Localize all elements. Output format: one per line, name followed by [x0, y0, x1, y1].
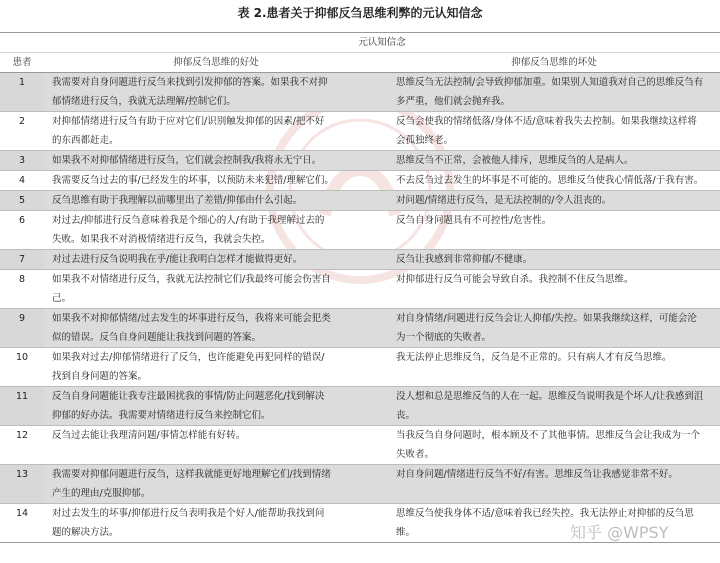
pros-cell-line: 失败。如果我不对消极情绪进行反刍，我就会失控。 — [52, 234, 271, 245]
table-row — [0, 151, 720, 171]
cons-cell-line: 为一个彻底的失败者。 — [396, 332, 492, 343]
cons-cell-line: 对自身问题/情绪进行反刍不好/有害。思维反刍让我感觉非常不好。 — [396, 469, 678, 480]
pros-cell-line: 的东西都赶走。 — [52, 135, 119, 146]
table-row — [0, 191, 720, 211]
patient-number: 6 — [0, 211, 44, 250]
pros-cell-line: 对过去发生的坏事/抑郁进行反刍表明我是个好人/能帮助我找到问 — [52, 508, 325, 519]
patient-number: 14 — [0, 504, 44, 543]
pros-cell-line: 如果我不对情绪进行反刍，我就无法控制它们/我最终可能会伤害自 — [52, 274, 331, 285]
cons-cell-line: 会孤独终老。 — [396, 135, 454, 146]
cons-cell — [388, 309, 720, 348]
cons-cell-line: 反刍会使我的情绪低落/身体不适/意味着我失去控制。如果我继续这样将 — [396, 116, 697, 127]
patient-number: 3 — [0, 151, 44, 171]
pros-cell — [44, 151, 388, 171]
patient-number: 13 — [0, 465, 44, 504]
pros-cell — [44, 387, 388, 426]
header-patient: 患者 — [0, 53, 44, 73]
header-row-group — [0, 33, 720, 53]
cons-cell-line: 思维反刍不正常，会被他人排斥，思维反刍的人是病人。 — [396, 155, 634, 166]
pros-cell — [44, 270, 388, 309]
cons-cell — [388, 348, 720, 387]
cons-cell-line: 没人想和总是思维反刍的人在一起。思维反刍说明我是个坏人/让我感到沮 — [396, 391, 704, 402]
pros-cell — [44, 504, 388, 543]
pros-cell-line: 郁情绪进行反刍，我就无法理解/控制它们。 — [52, 96, 236, 107]
pros-cell — [44, 171, 388, 191]
pros-cell-line: 我需要对自身问题进行反刍来找到引发抑郁的答案。如果我不对抑 — [52, 77, 328, 88]
cons-cell — [388, 171, 720, 191]
pros-cell-line: 产生的理由/克服抑郁。 — [52, 488, 151, 499]
cons-cell-line: 反刍让我感到非常抑郁/不健康。 — [396, 254, 533, 265]
pros-cell-line: 反刍思维有助于我理解以前哪里出了差错/抑郁由什么引起。 — [52, 195, 303, 206]
table-row — [0, 465, 720, 504]
cons-cell-line: 反刍自身问题具有不可控性/危害性。 — [396, 215, 552, 226]
cons-cell-line: 对自身情绪/问题进行反刍会让人抑郁/失控。如果我继续这样，可能会沦 — [396, 313, 697, 324]
zhihu-watermark: 知乎 @WPSY — [570, 523, 669, 542]
cons-cell-line: 丧。 — [396, 410, 416, 421]
table-row — [0, 270, 720, 309]
pros-cell-line: 对过去/抑郁进行反刍意味着我是个细心的人/有助于我理解过去的 — [52, 215, 325, 226]
empty-header-cell — [0, 33, 44, 53]
pros-cell-line: 找到自身问题的答案。 — [52, 371, 148, 382]
header-cons: 抑郁反刍思维的坏处 — [388, 53, 720, 73]
patient-number: 5 — [0, 191, 44, 211]
pros-cell — [44, 309, 388, 348]
pros-cell — [44, 112, 388, 151]
table-row — [0, 112, 720, 151]
patient-number: 12 — [0, 426, 44, 465]
pros-cell — [44, 211, 388, 250]
cons-cell — [388, 387, 720, 426]
table-row — [0, 426, 720, 465]
cons-cell — [388, 211, 720, 250]
pros-cell-line: 似的错误。反刍自身问题能让我找到问题的答案。 — [52, 332, 262, 343]
pros-cell — [44, 465, 388, 504]
cons-cell-line: 对抑郁进行反刍可能会导致自杀。我控制不住反刍思维。 — [396, 274, 634, 285]
cons-cell-line: 我无法停止思维反刍，反刍是不正常的。只有病人才有反刍思维。 — [396, 352, 672, 363]
pros-cell — [44, 191, 388, 211]
cons-cell — [388, 112, 720, 151]
table-row — [0, 387, 720, 426]
beliefs-table — [0, 32, 720, 543]
pros-cell-line: 如果我对过去/抑郁情绪进行了反刍，也许能避免再犯同样的错误/ — [52, 352, 325, 363]
cons-cell — [388, 250, 720, 270]
pros-cell — [44, 73, 388, 112]
cons-cell — [388, 426, 720, 465]
pros-cell-line: 抑郁的好办法。我需要对情绪进行反刍来控制它们。 — [52, 410, 271, 421]
cons-cell-line: 失败者。 — [396, 449, 435, 460]
pros-cell-line: 我需要反刍过去的事/已经发生的坏事，以预防未来犯错/理解它们。 — [52, 175, 334, 186]
cons-cell — [388, 465, 720, 504]
header-metacognitive-beliefs: 元认知信念 — [44, 33, 720, 53]
cons-cell — [388, 504, 720, 543]
table-row — [0, 348, 720, 387]
cons-cell-line: 思维反刍使我身体不适/意味着我已经失控。我无法停止对抑郁的反刍思 — [396, 508, 694, 519]
cons-cell — [388, 191, 720, 211]
cons-cell-line: 多严重，他们就会抛弃我。 — [396, 96, 511, 107]
pros-cell — [44, 250, 388, 270]
pros-cell-line: 我需要对抑郁问题进行反刍，这样我就能更好地理解它们/找到情绪 — [52, 469, 331, 480]
pros-cell-line: 如果我不对抑郁情绪进行反刍，它们就会控制我/我将永无宁日。 — [52, 155, 322, 166]
cons-cell-line: 对问题/情绪进行反刍，是无法控制的/令人沮丧的。 — [396, 195, 612, 206]
patient-number: 4 — [0, 171, 44, 191]
pros-cell — [44, 426, 388, 465]
pros-cell — [44, 348, 388, 387]
patient-number: 7 — [0, 250, 44, 270]
pros-cell-line: 反刍自身问题能让我专注最困扰我的事情/防止问题恶化/找到解决 — [52, 391, 325, 402]
header-pros: 抑郁反刍思维的好处 — [44, 53, 388, 73]
patient-number: 1 — [0, 73, 44, 112]
pros-cell-line: 对过去进行反刍说明我在乎/能让我明白怎样才能做得更好。 — [52, 254, 303, 265]
patient-number: 2 — [0, 112, 44, 151]
table-row — [0, 73, 720, 112]
patient-number: 8 — [0, 270, 44, 309]
table-row — [0, 504, 720, 543]
table-row — [0, 211, 720, 250]
table-title: 表 2.患者关于抑郁反刍思维利弊的元认知信念 — [237, 6, 483, 20]
pros-cell-line: 如果我不对抑郁情绪/过去发生的坏事进行反刍，我将来可能会犯类 — [52, 313, 331, 324]
header-row-columns — [0, 53, 720, 73]
cons-cell-line: 当我反刍自身问题时，根本顾及不了其他事情。思维反刍会让我成为一个 — [396, 430, 701, 441]
patient-number: 10 — [0, 348, 44, 387]
pros-cell-line: 反刍过去能让我理清问题/事情怎样能有好转。 — [52, 430, 246, 441]
table-row — [0, 250, 720, 270]
table-row — [0, 171, 720, 191]
pros-cell-line: 题的解决方法。 — [52, 527, 119, 538]
cons-cell — [388, 73, 720, 112]
cons-cell-line: 维。 — [396, 527, 416, 538]
pros-cell-line: 己。 — [52, 293, 72, 304]
cons-cell-line: 不去反刍过去发生的坏事是不可能的。思维反刍使我心情低落/于我有害。 — [396, 175, 704, 186]
table-row — [0, 309, 720, 348]
pros-cell-line: 对抑郁情绪进行反刍有助于应对它们/识别触发抑郁的因素/把不好 — [52, 116, 325, 127]
patient-number: 9 — [0, 309, 44, 348]
cons-cell-line: 思维反刍无法控制/会导致抑郁加重。如果别人知道我对自己的思维反刍有 — [396, 77, 704, 88]
patient-number: 11 — [0, 387, 44, 426]
cons-cell — [388, 151, 720, 171]
cons-cell — [388, 270, 720, 309]
